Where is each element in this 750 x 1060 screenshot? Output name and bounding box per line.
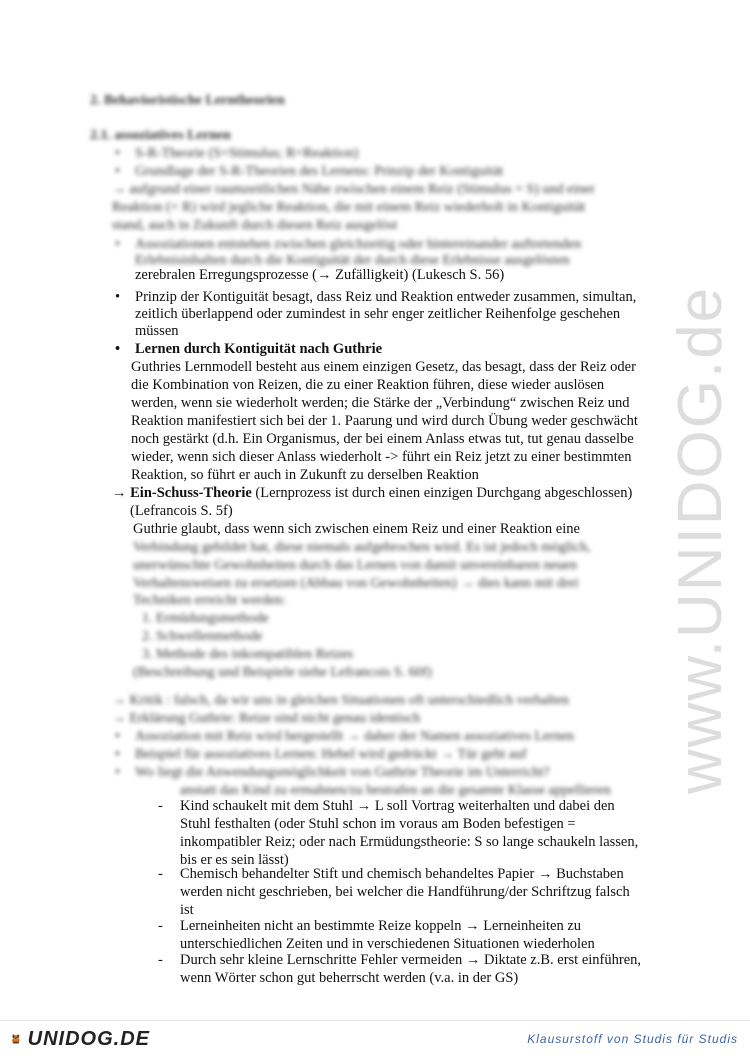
text-line: (Lefrancois S. 5f): [130, 503, 233, 519]
einschuss-description: (Lernprozess ist durch einen einzigen Durchgang abgeschlossen): [251, 485, 633, 501]
blurred-line: stand, auch in Zukunft durch diesen Reiz ausgelöst: [112, 218, 398, 233]
blurred-line: anstatt das Kind zu ermahnen/zu bestrafen an die gesamte Klasse appellieren: [180, 783, 611, 798]
footer-tagline: Klausurstoff von Studis für Studis: [527, 1032, 738, 1046]
list-item-line: Stuhl festhalten (oder Stuhl schon im voraus am Boden befestigen =: [180, 816, 576, 832]
dash-marker: -: [158, 952, 163, 968]
blurred-line: • Grundlage der S-R-Theorien des Lernens: Prinzip der Kontiguität: [135, 163, 503, 180]
list-item-line: Kind schaukelt mit dem Stuhl → L soll Vortrag weiterhalten und dabei den: [180, 798, 615, 814]
text-line: Guthrie glaubt, dass wenn sich zwischen einem Reiz und einer Reaktion eine: [133, 521, 580, 537]
blurred-line: Verbindung gebildet hat, diese niemals aufgebrochen wird. Es ist jedoch möglich,: [133, 540, 591, 555]
list-item-line: Lerneinheiten nicht an bestimmte Reize koppeln → Lerneinheiten zu: [180, 918, 582, 934]
footer-divider: [0, 1020, 750, 1021]
einschuss-title: Ein-Schuss-Theorie: [130, 485, 252, 501]
blurred-line: → aufgrund einer raumzeitlichen Nähe zwischen einem Reiz (Stimulus = S) und einer: [112, 182, 595, 197]
blurred-line: unerwünschte Gewohnheiten durch das Lernen von damit unvereinbaren neuen: [133, 558, 577, 573]
list-item-line: wenn Wörter schon gut beherrscht werden (v.a. in der GS): [180, 970, 519, 986]
text-line: wieder, wenn sich dieser Anlass wiederholt -> führt ein Reiz jetzt zu einer bestimmten: [131, 449, 632, 465]
subsection-heading: 2.1. assoziatives Lernen: [90, 128, 231, 143]
dog-icon: [10, 1024, 22, 1054]
blurred-line: • S-R-Theorie (S=Stimulus; R=Reaktion): [135, 145, 358, 162]
arrow-icon: →: [112, 485, 127, 501]
blurred-line: 3. Methode des inkompatiblen Reizes: [142, 647, 354, 662]
dash-marker: -: [158, 918, 163, 934]
blurred-line: 1. Ermüdungsmethode: [142, 611, 269, 626]
text-line: zerebralen Erregungsprozesse (→ Zufälligkeit) (Lukesch S. 56): [135, 267, 505, 283]
section-heading: 2. Behavioristische Lerntheorien: [90, 93, 285, 108]
logo-text: UNIDOG.DE: [27, 1027, 150, 1050]
text-line: die Kombination von Reizen, die zu einer Reaktion führen, diese wieder auslösen: [131, 377, 605, 393]
blurred-line: • Wo liegt die Anwendungsmöglichkeit von Guthrie Theorie im Unterricht?: [135, 764, 550, 781]
blurred-line: • Beispiel für assoziatives Lernen: Hebel wird gedrückt → Tür geht auf: [135, 746, 527, 763]
text-line: Guthries Lernmodell besteht aus einem einzigen Gesetz, das besagt, dass der Reiz oder: [131, 359, 636, 375]
blurred-line: Techniken erreicht werden:: [133, 593, 286, 608]
text-line: Reaktion manifestiert sich bei der 1. Paarung und wird durch Übung weder geschwächt: [131, 413, 638, 429]
watermark: www.UNIDOG.de: [665, 285, 735, 795]
dash-marker: -: [158, 866, 163, 882]
blurred-line: (Beschreibung und Beispiele siehe Lefrancois S. 60f): [133, 665, 432, 680]
text-line: Reaktion, so führt er auch in Zukunft zu derselben Reaktion: [131, 467, 479, 483]
blurred-line: 2. Schwellenmethode: [142, 629, 263, 644]
list-item-line: Durch sehr kleine Lernschritte Fehler vermeiden → Diktate z.B. erst einführen,: [180, 952, 642, 968]
text-line: noch gestärkt (d.h. Ein Organismus, der bei einem Anlass etwas tut, tut genau dasselbe: [131, 431, 634, 447]
blurred-line: • Assoziation mit Reiz wird hergestellt → daher der Namen assoziatives Lernen: [135, 728, 574, 745]
text-line: müssen: [135, 323, 179, 339]
list-item-line: ist: [180, 902, 194, 918]
text-line: werden, wenn sie wiederholt werden; die Stärke der „Verbindung“ zwischen Reiz und: [131, 395, 630, 411]
guthrie-heading: • Lernen durch Kontiguität nach Guthrie: [135, 341, 382, 358]
list-item-line: Chemisch behandelter Stift und chemisch behandeltes Papier → Buchstaben: [180, 866, 624, 882]
list-item-line: bis er es sein lässt): [180, 852, 289, 868]
unidog-logo[interactable]: [10, 1024, 150, 1054]
dash-marker: -: [158, 798, 163, 814]
text-line: • Prinzip der Kontiguität besagt, dass Reiz und Reaktion entweder zusammen, simultan,: [135, 289, 636, 306]
blurred-line: → Kritik : falsch, da wir uns in gleichen Situationen oft unterschiedlich verhalten: [112, 693, 569, 708]
blurred-line: Verhaltensweisen zu ersetzen (Abbau von Gewohnheiten) → dies kann mit drei: [133, 576, 579, 591]
blurred-line: • Assoziationen entstehen zwischen gleichzeitig oder hintereinander auftretenden: [135, 236, 581, 253]
list-item-line: unterschiedlichen Zeiten und in verschiedenen Situationen wiederholen: [180, 936, 595, 952]
blurred-line: Reaktion (= R) wird jegliche Reaktion, die mit einem Reiz wiederholt in Kontiguität: [112, 200, 586, 215]
list-item-line: inkompatibler Reiz; oder nach Ermüdungstheorie: S so lange schaukeln lassen,: [180, 834, 639, 850]
blurred-line: → Erklärung Guthrie: Reize sind nicht genau identisch: [112, 711, 421, 726]
blurred-line: Erlebnisinhalten durch die Kontiguität der durch diese Erlebnisse ausgelösten: [135, 253, 570, 268]
text-line: zeitlich überlappend oder zumindest in sehr enger zeitlicher Reihenfolge geschehen: [135, 306, 621, 322]
list-item-line: werden nicht geschrieben, bei welcher die Handführung/der Schriftzug falsch: [180, 884, 630, 900]
